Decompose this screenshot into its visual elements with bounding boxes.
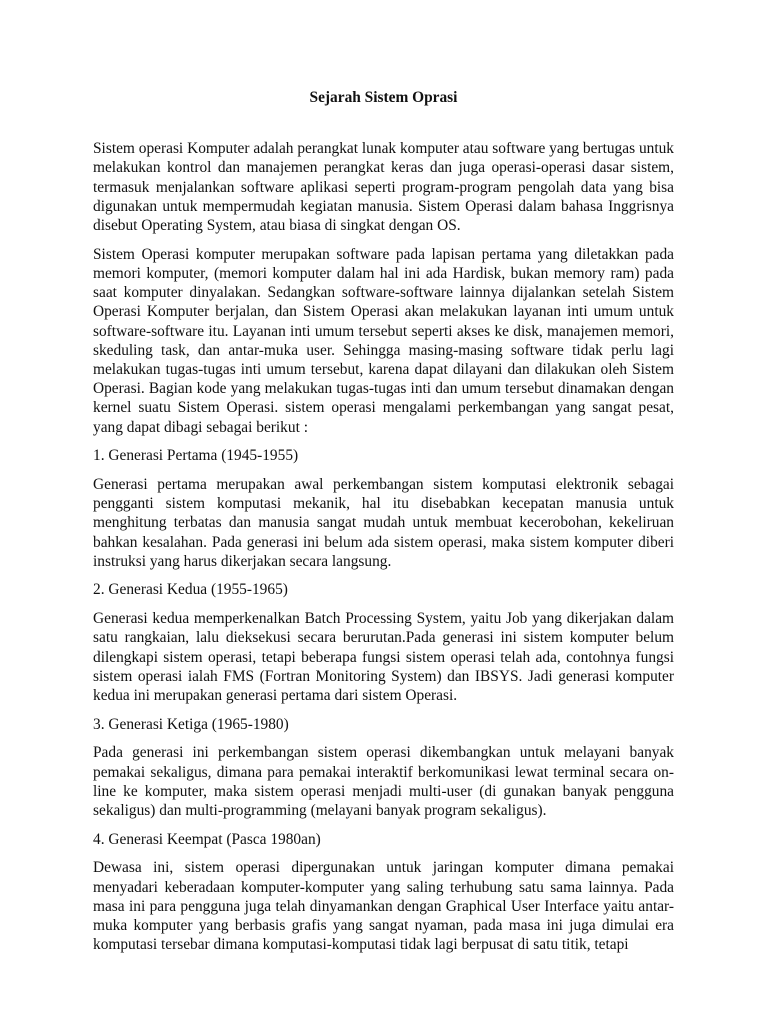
section-generasi-keempat [93, 830, 674, 955]
section-generasi-pertama [93, 446, 674, 571]
section-heading: 2. Generasi Kedua (1955-1965) [93, 581, 288, 599]
intro-paragraph-2: Sistem Operasi komputer merupakan software pada lapisan pertama yang diletakkan pada memori komputer, (memori komputer dalam hal ini ada Hardisk, bukan memory ram) pada saat komputer dinyalakan. Sedangkan software-software lainnya dijalankan setelah Sistem Operasi Komputer berjalan, dan Sistem Operasi akan melakukan layanan inti umum untuk software-software itu. Layanan inti umum tersebut seperti akses ke disk, manajemen memori, skeduling task, dan antar-muka user. Sehingga masing-masing software tidak perlu lagi melakukan tugas-tugas inti umum tersebut, karena dapat dilayani dan dilakukan oleh Sistem Operasi. Bagian kode yang melakukan tugas-tugas inti dan umum tersebut dinamakan dengan kernel suatu Sistem Operasi. sistem operasi mengalami perkembangan yang sangat pesat, yang dapat dibagi sebagai berikut : [93, 245, 674, 436]
section-body: Dewasa ini, sistem operasi dipergunakan untuk jaringan komputer dimana pemakai menyadari keberadaan komputer-komputer yang saling terhubung satu sama lainnya. Pada masa ini para pengguna juga telah dinyamankan dengan Graphical User Interface yaitu antar-muka komputer yang berbasis grafis yang sangat nyaman, pada masa ini juga dimulai era komputasi tersebar dimana komputasi-komputasi tidak lagi berpusat di satu titik, tetapi [93, 859, 674, 954]
section-body: Pada generasi ini perkembangan sistem operasi dikembangkan untuk melayani banyak pemakai sekaligus, dimana para pemakai interaktif berkomunikasi lewat terminal secara on-line ke komputer, maka sistem operasi menjadi multi-user (di gunakan banyak pengguna sekaligus) dan multi-programming (melayani banyak program sekaligus). [93, 744, 674, 819]
document-content [93, 88, 674, 964]
section-generasi-ketiga [93, 715, 674, 821]
document-title: Sejarah Sistem Oprasi [309, 89, 458, 106]
section-generasi-kedua [93, 580, 674, 705]
intro-paragraph-1: Sistem operasi Komputer adalah perangkat lunak komputer atau software yang bertugas untuk melakukan kontrol dan manajemen perangkat keras dan juga operasi-operasi dasar sistem, termasuk menjalankan software aplikasi seperti program-program pengolah data yang bisa digunakan untuk mempermudah kegiatan manusia. Sistem Operasi dalam bahasa Inggrisnya disebut Operating System, atau biasa di singkat dengan OS. [93, 140, 674, 235]
section-heading: 1. Generasi Pertama (1945-1955) [93, 447, 299, 465]
section-heading: 4. Generasi Keempat (Pasca 1980an) [93, 830, 321, 848]
section-body: Generasi kedua memperkenalkan Batch Processing System, yaitu Job yang dikerjakan dalam satu rangkaian, lalu dieksekusi secara berurutan.Pada generasi ini sistem komputer belum dilengkapi sistem operasi, tetapi beberapa fungsi sistem operasi telah ada, contohnya fungsi sistem operasi ialah FMS (Fortran Monitoring System) dan IBSYS. Jadi generasi komputer kedua ini merupakan generasi pertama dari sistem Operasi. [93, 610, 674, 704]
section-body: Generasi pertama merupakan awal perkembangan sistem komputasi elektronik sebagai pengganti sistem komputasi mekanik, hal itu disebabkan kecepatan manusia untuk menghitung terbatas dan manusia sangat mudah untuk membuat kecerobohan, kekeliruan bahkan kesalahan. Pada generasi ini belum ada sistem operasi, maka sistem komputer diberi instruksi yang harus dikerjakan secara langsung. [93, 475, 674, 570]
section-heading: 3. Generasi Ketiga (1965-1980) [93, 715, 289, 733]
